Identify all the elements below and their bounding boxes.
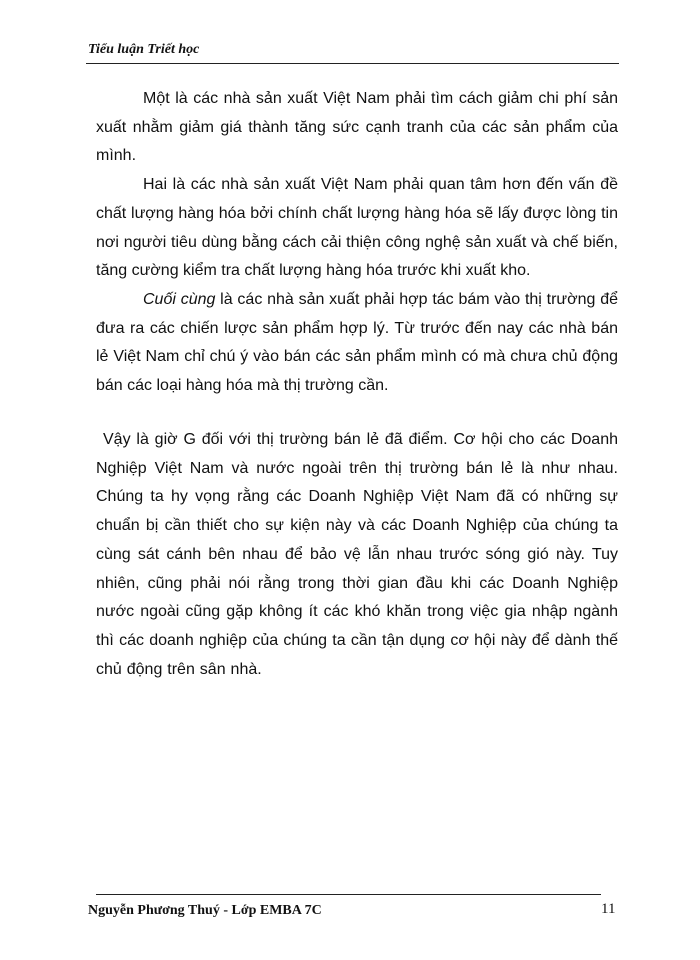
- footer-author: Nguyễn Phương Thuý - Lớp EMBA 7C: [88, 903, 322, 918]
- page-number: 11: [601, 901, 616, 917]
- paragraph-1: Một là các nhà sản xuất Việt Nam phải tìm cách giảm chi phí sản xuất nhằm giảm giá thành tăng sức cạnh tranh của các sản phẩm của mình.: [96, 90, 618, 165]
- footer-divider: [96, 894, 601, 895]
- paragraph-3-emphasis: Cuối cùng: [143, 290, 216, 308]
- paragraph-4: Vậy là giờ G đối với thị trường bán lẻ đã điểm. Cơ hội cho các Doanh Nghiệp Việt Nam và nước ngoài trên thị trường bán lẻ là như nhau. Chúng ta hy vọng rằng các Doanh Nghiệp Việt Nam đã có những sự chuẩn bị cần thiết cho sự kiện này và các Doanh Nghiệp của chúng ta cùng sát cánh bên nhau để bảo vệ lẫn nhau trước sóng gió này. Tuy nhiên, cũng phải nói rằng trong thời gian đầu khi các Doanh Nghiệp nước ngoài cũng gặp không ít các khó khăn trong việc gia nhập ngành thì các doanh nghiệp của chúng ta cần tận dụng cơ hội này để dành thế chủ động trên sân nhà.: [96, 431, 618, 678]
- paragraph-3: [96, 286, 618, 401]
- header-title: Tiểu luận Triết học: [88, 42, 200, 57]
- body-section-1: [96, 85, 618, 401]
- header-divider: [86, 63, 619, 64]
- paragraph-3-text: là các nhà sản xuất phải hợp tác bám vào thị trường để đưa ra các chiến lược sản phẩm hợp lý. Từ trước đến nay các nhà bán lẻ Việt Nam chỉ chú ý vào bán các sản phẩm mình có mà chưa chủ động bán các loại hàng hóa mà thị trường cần.: [96, 290, 618, 395]
- body-section-2: [96, 426, 618, 684]
- paragraph-2: Hai là các nhà sản xuất Việt Nam phải quan tâm hơn đến vấn đề chất lượng hàng hóa bởi chính chất lượng hàng hóa sẽ lấy được lòng tin nơi người tiêu dùng bằng cách cải thiện công nghệ sản xuất và chế biến, tăng cường kiểm tra chất lượng hàng hóa trước khi xuất kho.: [96, 176, 618, 280]
